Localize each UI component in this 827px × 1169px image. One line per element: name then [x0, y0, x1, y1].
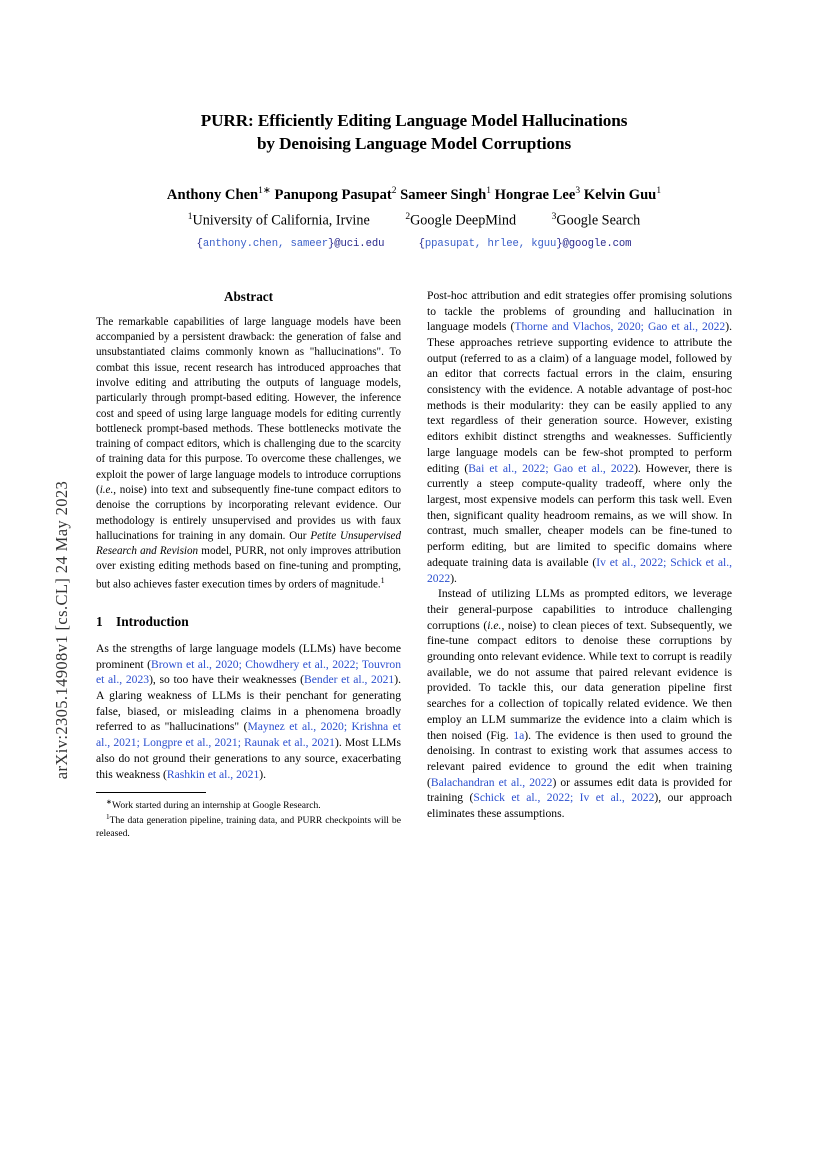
page-title: [96, 110, 732, 155]
author-2-sup: 2: [391, 186, 397, 197]
affiliation-1: $^1$University of California, Irvine: [187, 211, 370, 229]
author-2: Panupong Pasupat$^2$: [274, 186, 397, 204]
author-5-sup: 1: [656, 186, 662, 197]
author-4: Hongrae Lee$^3$: [494, 186, 581, 204]
abstract-text: The remarkable capabilities of large language models have been accompanied by a persistent drawback: the generation of false and unsubstantiated claims commonly known as "hallucinations". To combat this issue, recent research has introduced approaches that involve editing and attributing the outputs of language models, particularly through prompt-based editing. However, the inference cost and speed of using large language models for editing currently bottleneck prompt-based methods. These bottlenecks motivate the training of compact editors, which is challenging due to the scarcity of training data for this purpose. To overcome these challenges, we exploit the power of large language models to introduce corruptions (i.e., noise) into text and subsequently fine-tune compact editors to denoise the corruptions by incorporating relevant evidence. Our methodology is entirely unsupervised and provides us with faux hallucinations for training in any domain. Our Petite Unsupervised Research and Revision model, PURR, not only improves attribution over existing editing methods based on fine-tuning and prompting, but also achieves faster execution times by orders of magnitude.: [96, 315, 401, 591]
email-group-1[interactable]: {anthony.chen, sameer}@uci.edu: [196, 237, 385, 250]
affiliation-list: [96, 211, 732, 231]
author-5: Kelvin Guu$^1$: [583, 186, 662, 204]
footnote-2-marker: 1: [106, 813, 110, 822]
paper-content: [96, 96, 732, 845]
footnote-separator: [96, 792, 206, 793]
footnote-block: [96, 798, 401, 841]
title-line-2: by Denoising Language Model Corruptions: [256, 133, 572, 153]
email-domain-1: @uci.edu: [334, 237, 385, 250]
author-list: [96, 185, 732, 206]
introduction-body: [96, 641, 401, 782]
email-addresses-2[interactable]: ppasupat, hrlee, kguu: [424, 237, 557, 250]
author-1-sup: 1∗: [258, 186, 271, 197]
abstract-footnote-marker: 1: [380, 575, 385, 585]
author-4-sup: 3: [575, 186, 581, 197]
abstract-heading: Abstract: [223, 288, 274, 304]
author-emails: [96, 238, 732, 250]
footnote-2: [96, 813, 401, 841]
footnote-1-marker: ∗: [106, 798, 113, 807]
two-column-body: [96, 288, 732, 845]
footnote-1-text: Work started during an internship at Google Research.: [112, 800, 321, 812]
email-group-2[interactable]: {ppasupat, hrlee, kguu}@google.com: [418, 237, 632, 250]
arxiv-identifier-stamp: arXiv:2305.14908v1 [cs.CL] 24 May 2023: [52, 480, 71, 780]
section-heading-introduction: [96, 613, 401, 631]
footnote-2-text: The data generation pipeline, training data, and PURR checkpoints will be released.: [96, 815, 401, 840]
author-3: Sameer Singh$^1$: [400, 186, 491, 204]
right-column: [427, 288, 732, 845]
right-paragraph-2: Instead of utilizing LLMs as prompted editors, we leverage their general-purpose capabilities to introduce challenging corruptions (i.e., noise) to clean pieces of text. Subsequently, we fine-tune compact editors to denoise these corruptions by grounding onto relevant evidence. While text to corrupt is readily available, we do not assume that paired relevant evidence is provided. To tackle this, our data generation pipeline first searches for a collection of topically related evidence. We then employ an LLM summarize the evidence into a claim which is then noised (Fig. 1a). The evidence is then used to ground the denoising. In contrast to existing work that assumes access to relevant paired evidence to ground the edit when training (Balachandran et al., 2022) or assumes edit data is provided for training (Schick et al., 2022; Iv et al., 2022), our approach eliminates these assumptions.: [427, 587, 732, 821]
email-domain-2: @google.com: [562, 237, 632, 250]
right-paragraph-1: Post-hoc attribution and edit strategies offer promising solutions to tackle the problems of grounding and hallucination in language models (Thorne and Vlachos, 2020; Gao et al., 2022). These approaches retrieve supporting evidence to attribute the output (referred to as a claim) of a language model, followed by an editor that corrects factual errors in the claim, ensuring consistency with the evidence. A notable advantage of post-hoc methods is their modularity: they can be easily applied to any text regardless of their generation source. However, existing editors exhibit distinct strengths and weaknesses. Sufficiently large language models can be few-shot prompted to perform editing (Bai et al., 2022; Gao et al., 2022). However, there is currently a steep compute-quality tradeoff, where only the largest, most expensive models can perform this task well. Even then, significant quality headroom remains, as we will show. In contrast, much smaller, cheaper models can be fine-tuned to perform editing, but are limited to specific domains where adequate training data is available (Iv et al., 2022; Schick et al., 2022).: [427, 288, 732, 585]
footnote-1: [96, 798, 401, 813]
intro-paragraph-1: As the strengths of large language models (LLMs) have become prominent (Brown et al., 2020; Chowdhery et al., 2022; Touvron et al., 2023), so too have their weaknesses (Bender et al., 2021). A glaring weakness of LLMs is their penchant for generating false, biased, or misleading claims in a phenomena broadly referred to as "hallucinations" (Maynez et al., 2020; Krishna et al., 2021; Longpre et al., 2021; Raunak et al., 2021). Most LLMs also do not ground their generations to any source, exacerbating this weakness (Rashkin et al., 2021).: [96, 641, 401, 781]
abstract-body: [96, 315, 401, 593]
email-addresses-1[interactable]: anthony.chen, sameer: [202, 237, 329, 250]
affiliation-2: $^2$Google DeepMind: [405, 211, 517, 229]
section-title: Introduction: [116, 613, 189, 629]
title-line-1: PURR: Efficiently Editing Language Model Hallucinations: [200, 111, 628, 130]
section-number: 1: [96, 613, 103, 629]
left-column: [96, 288, 401, 845]
author-1: Anthony Chen$^{1∗}$: [166, 186, 271, 204]
author-3-sup: 1: [486, 186, 491, 197]
affiliation-3: $^3$Google Search: [551, 211, 641, 229]
